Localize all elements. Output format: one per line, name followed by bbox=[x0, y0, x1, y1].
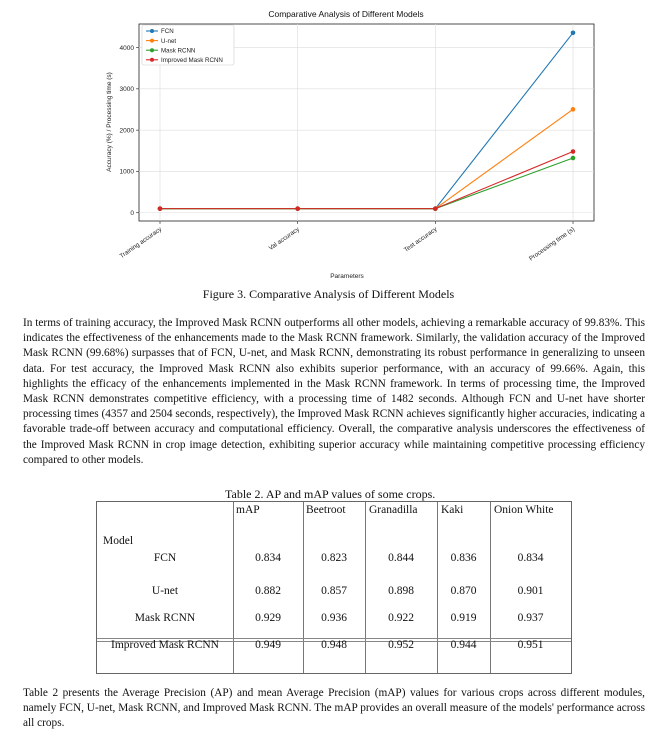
tick-layer bbox=[119, 45, 577, 263]
header-cell-onion-white: Onion White bbox=[494, 504, 554, 516]
table-cell: 0.823 bbox=[321, 552, 347, 564]
table-cell: 0.834 bbox=[255, 552, 281, 564]
header-cell-map: mAP bbox=[236, 504, 260, 516]
y-tick-label: 2000 bbox=[119, 127, 134, 135]
series-line bbox=[160, 158, 573, 209]
table-cell: 0.836 bbox=[450, 552, 477, 564]
y-tick-label: 0 bbox=[130, 210, 134, 218]
row-label-improved-mask-rcnn: Improved Mask RCNN bbox=[111, 639, 219, 651]
table-caption: Table 2. AP and mAP values of some crops. bbox=[225, 487, 436, 501]
series-line bbox=[160, 152, 573, 209]
chart-title: Comparative Analysis of Different Models bbox=[268, 9, 424, 19]
table-cell: 0.882 bbox=[255, 585, 281, 597]
legend-swatch-marker bbox=[150, 48, 154, 52]
table-cell: 0.951 bbox=[517, 639, 544, 651]
table-cell: 0.937 bbox=[517, 612, 544, 624]
x-tick-label: Processing time (s) bbox=[527, 225, 577, 263]
table-cell: 0.948 bbox=[321, 639, 347, 651]
data-point bbox=[158, 206, 163, 211]
row-label-u-net: U-net bbox=[151, 585, 179, 597]
x-axis-label: Parameters bbox=[330, 273, 364, 280]
table-cell: 0.834 bbox=[517, 552, 544, 564]
data-point bbox=[571, 156, 576, 161]
y-axis-label: Accuracy (%) / Processing time (s) bbox=[106, 72, 113, 172]
comparative-line-chart bbox=[0, 0, 657, 285]
y-tick-label: 1000 bbox=[119, 168, 134, 176]
table-cell: 0.936 bbox=[321, 612, 347, 624]
data-point bbox=[295, 206, 300, 211]
row-label-mask-rcnn: Mask RCNN bbox=[134, 612, 196, 624]
data-point bbox=[571, 107, 576, 112]
body-paragraph-2: Table 2 presents the Average Precision (AP) and mean Average Precision (mAP) values for various crops across different modules, namely FCN, U-net, Mask RCNN, and Improved Mask RCNN. The mAP provides an overall measure of the models' performance across all crops. bbox=[23, 687, 645, 730]
data-point bbox=[571, 149, 576, 154]
data-point bbox=[571, 30, 576, 35]
figure-caption: Figure 3. Comparative Analysis of Different Models bbox=[202, 287, 455, 301]
legend-swatch-marker bbox=[150, 39, 154, 43]
x-tick-label: Val accuracy bbox=[267, 225, 301, 253]
table-cell: 0.901 bbox=[517, 585, 544, 597]
x-tick-label: Training accuracy bbox=[118, 225, 164, 261]
table-cell: 0.949 bbox=[255, 639, 281, 651]
header-cell-kaki: Kaki bbox=[441, 504, 464, 516]
x-tick-label: Test accuracy bbox=[402, 225, 439, 254]
table-cell: 0.922 bbox=[388, 612, 414, 624]
results-table bbox=[96, 501, 572, 674]
legend-swatch-marker bbox=[150, 58, 154, 62]
y-tick-label: 4000 bbox=[119, 44, 134, 52]
body-paragraph-1: In terms of training accuracy, the Improved Mask RCNN outperforms all other models, achieving a remarkable accuracy of 99.83%. This indicates the effectiveness of the enhancements made to the Mask RCNN framework. Similarly, the validation accuracy of the Improved Mask RCNN (99.68%) surpasses that of FCN, U-net, and Mask RCNN, demonstrating its robust performance in generalizing to unseen data. For test accuracy, the Improved Mask RCNN also exhibits superior performance, with an accuracy of 99.66%. Again, this highlights the efficacy of the enhancements implemented in the Mask RCNN framework. In terms of processing time, the Improved Mask RCNN demonstrates competitive efficiency, with a processing time of 1482 seconds. Although FCN and U-net have shorter processing times (4357 and 2504 seconds, respectively), the Improved Mask RCNN achieves significantly higher accuracies, indicating a favorable trade-off between accuracy and computational efficiency. Overall, the comparative analysis underscores the effectiveness of the Improved Mask RCNN in crop image detection, exhibiting superior accuracy while maintaining competitive processing efficiency compared to other models. bbox=[23, 317, 645, 466]
corner-label-model: Model bbox=[103, 535, 134, 547]
table-cell: 0.944 bbox=[450, 639, 477, 651]
series-line bbox=[160, 109, 573, 208]
chart-legend bbox=[142, 25, 234, 65]
legend-label: U-net bbox=[161, 37, 177, 45]
legend-label: Mask RCNN bbox=[161, 47, 196, 55]
table-cell: 0.929 bbox=[255, 612, 281, 624]
table-cell: 0.952 bbox=[388, 639, 414, 651]
header-cell-granadilla: Granadilla bbox=[369, 504, 418, 516]
table-cell: 0.844 bbox=[388, 552, 414, 564]
data-point bbox=[433, 206, 438, 211]
header-cell-beetroot: Beetroot bbox=[306, 504, 346, 516]
y-tick-label: 3000 bbox=[119, 86, 134, 94]
row-label-fcn: FCN bbox=[153, 552, 177, 564]
table-cell: 0.898 bbox=[388, 585, 414, 597]
legend-swatch-marker bbox=[150, 29, 154, 33]
chart-canvas bbox=[0, 0, 657, 285]
table-cell: 0.857 bbox=[321, 585, 347, 597]
legend-label: Improved Mask RCNN bbox=[161, 57, 223, 64]
table-cell: 0.870 bbox=[450, 585, 477, 597]
table-cell: 0.919 bbox=[450, 612, 477, 624]
legend-label: FCN bbox=[161, 28, 174, 36]
